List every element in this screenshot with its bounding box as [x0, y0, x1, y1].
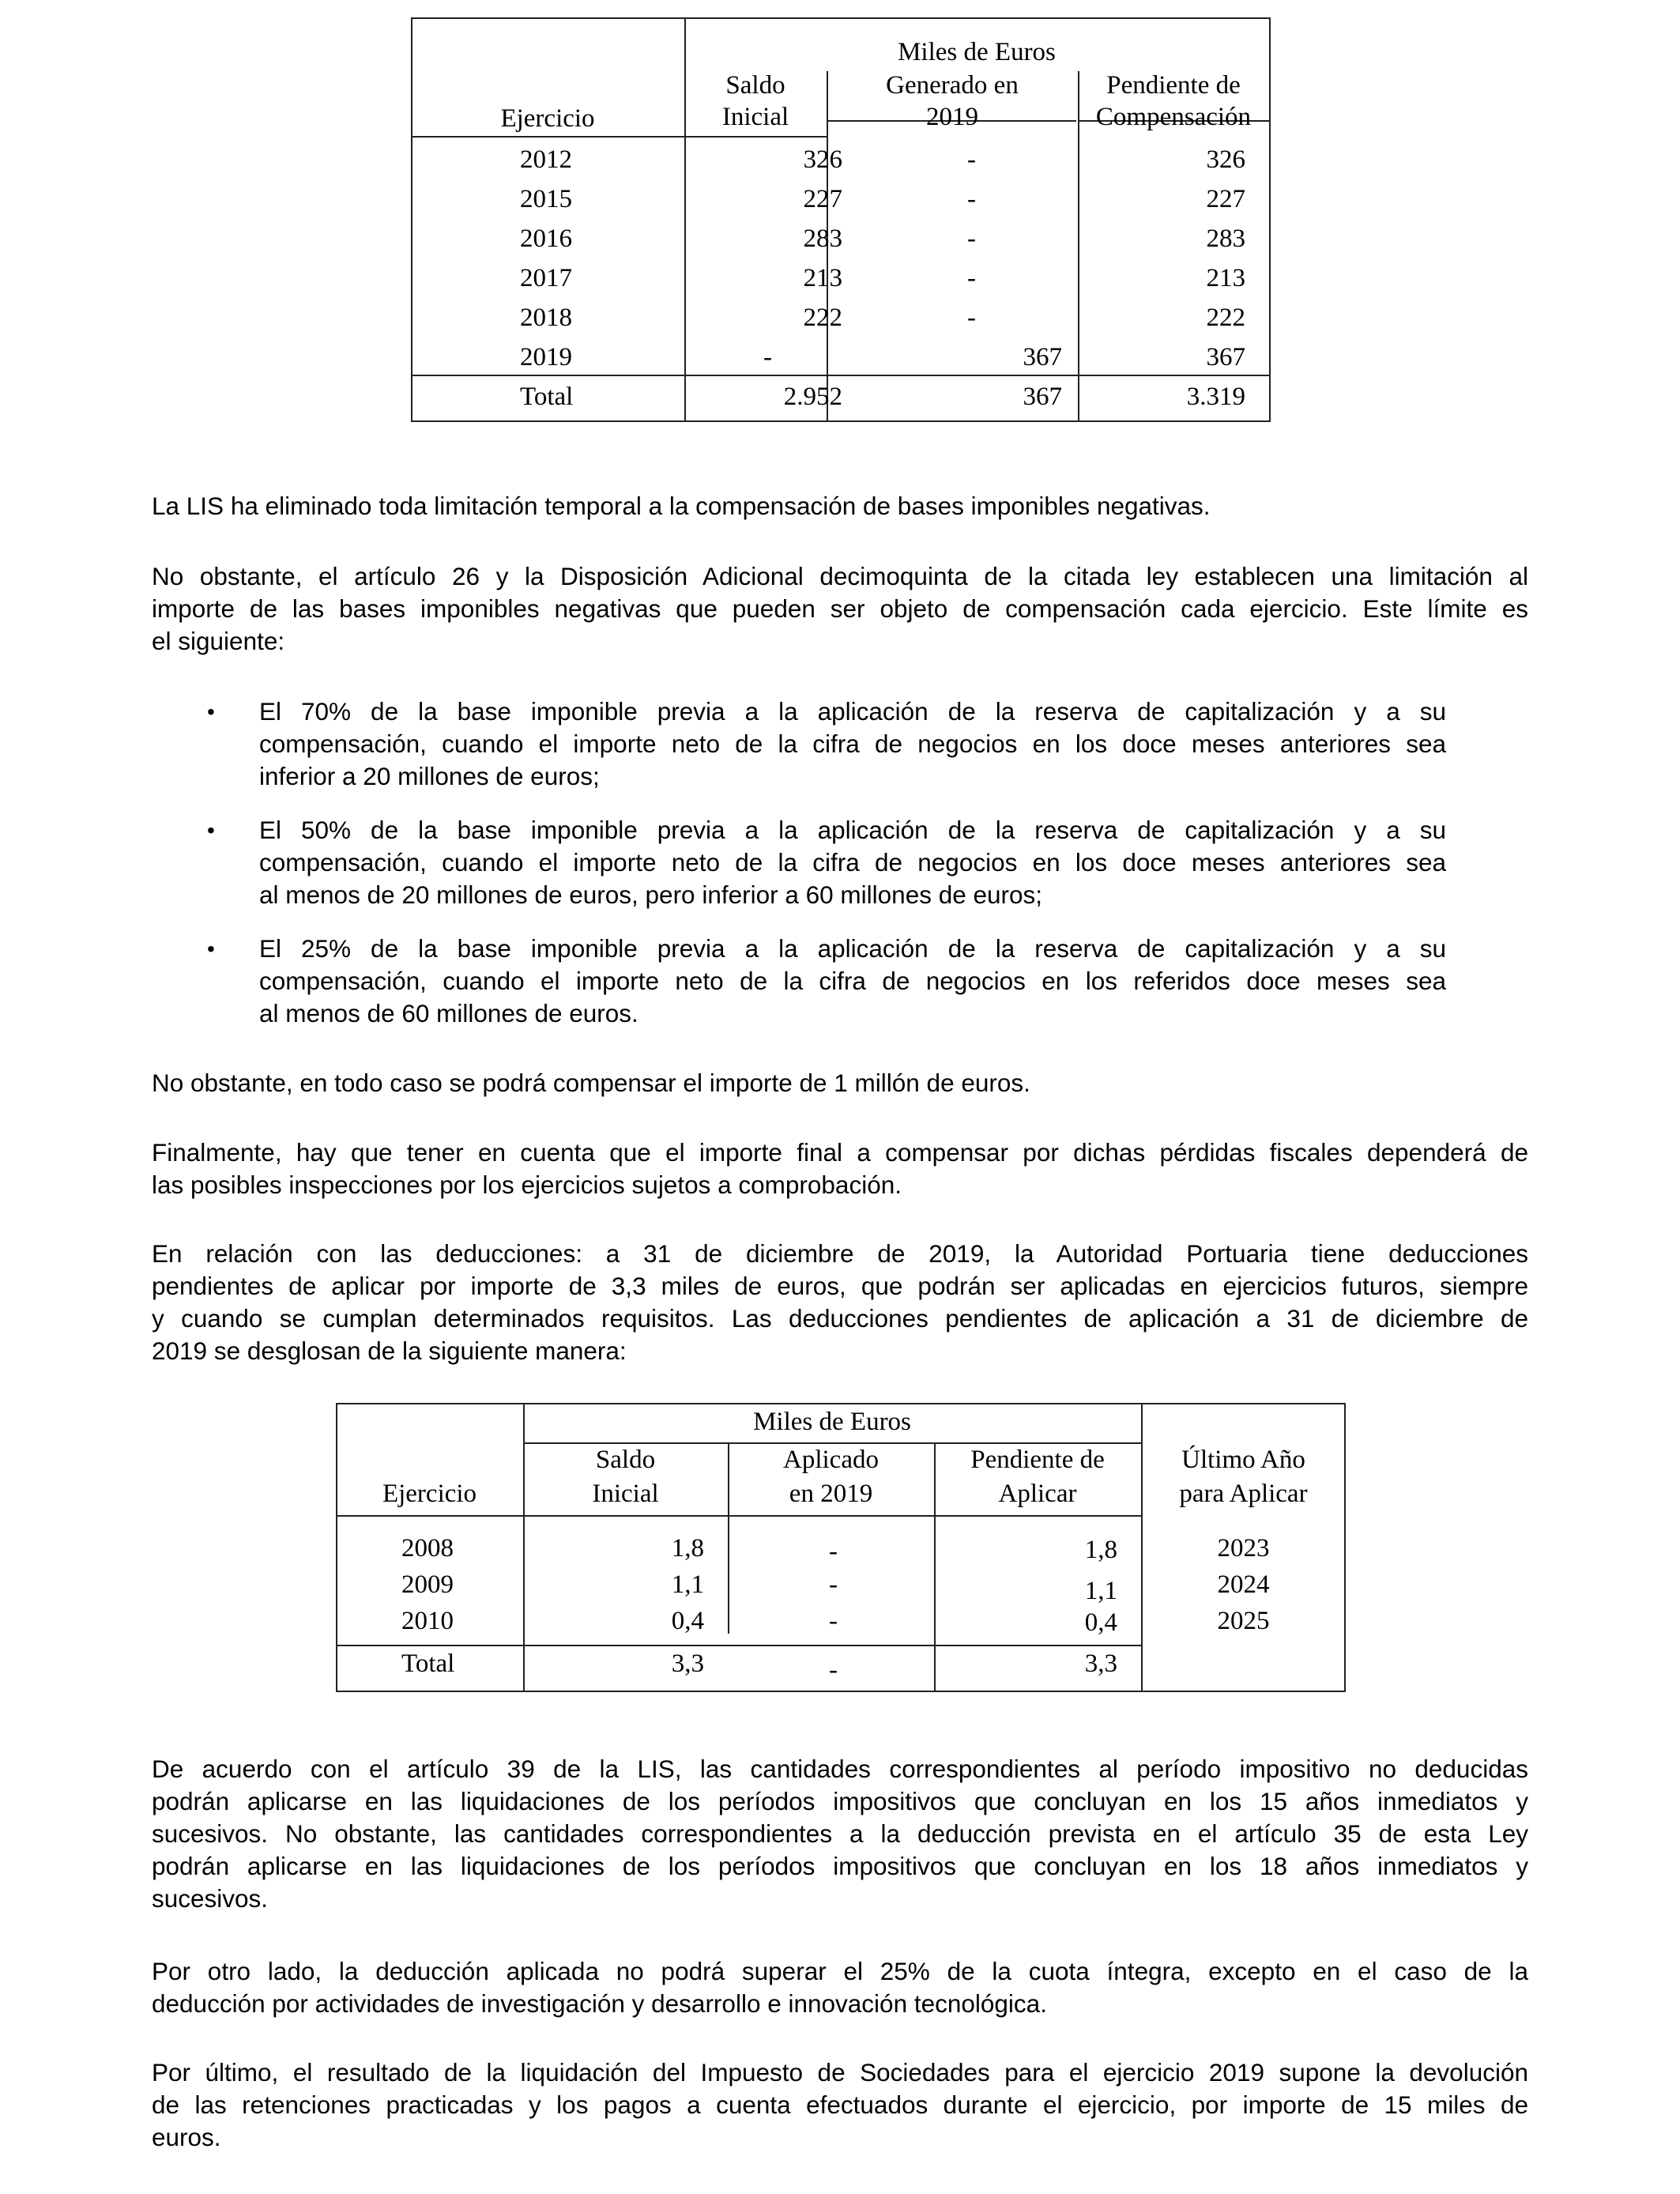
pendiente-cell: 367 — [1206, 343, 1245, 371]
saldo-cell: 283 — [803, 224, 842, 253]
text-line: las posibles inspecciones por los ejercicios sujetos a comprobación. — [152, 1171, 902, 1199]
text-line: El 70% de la base imponible previa a la aplicación de la reserva de capitalización y a su — [259, 697, 1446, 726]
total-row-divider — [411, 375, 1271, 376]
bullet-marker: • — [207, 818, 215, 843]
header-aplicado-line2: en 2019 — [789, 1480, 873, 1508]
text-line: euros. — [152, 2123, 221, 2151]
total-generado: 367 — [1023, 383, 1062, 411]
bullet-marker: • — [207, 937, 215, 961]
text-line: El 25% de la base imponible previa a la aplicación de la reserva de capitalización y a su — [259, 934, 1446, 963]
generado-cell: - — [967, 185, 976, 213]
pendiente-cell: 213 — [1206, 264, 1245, 292]
saldo-cell: 326 — [803, 145, 842, 174]
header-ejercicio: Ejercicio — [500, 104, 595, 133]
saldo-cell: 222 — [803, 303, 842, 332]
paragraph-articulo-26 — [152, 560, 1528, 658]
text-line: Finalmente, hay que tener en cuenta que el importe final a compensar por dichas pérdidas fiscales dependerá de — [152, 1138, 1528, 1167]
text-line: La LIS ha eliminado toda limitación temporal a la compensación de bases imponibles negativas. — [152, 492, 1211, 520]
pendiente-cell: 0,4 — [1084, 1608, 1117, 1637]
header-saldo-line2: Inicial — [592, 1480, 659, 1508]
text-line: El 50% de la base imponible previa a la aplicación de la reserva de capitalización y a su — [259, 816, 1446, 844]
bullet-item-50 — [259, 814, 1446, 911]
text-line: sucesivos. No obstante, las cantidades correspondientes a la deducción prevista en el artículo 35 de esta Ley — [152, 1819, 1528, 1848]
saldo-cell: 1,8 — [671, 1534, 704, 1563]
text-line: compensación, cuando el importe neto de la cifra de negocios en los doce meses anteriores sea — [259, 729, 1446, 758]
header-pendiente-line2: Aplicar — [998, 1480, 1077, 1508]
header-ultimo-line2: para Aplicar — [1179, 1480, 1308, 1508]
paragraph-deducciones — [152, 1238, 1528, 1367]
aplicado-cell: - — [829, 1607, 838, 1635]
year-cell: 2010 — [401, 1607, 454, 1635]
total-saldo: 2.952 — [783, 383, 842, 411]
generado-cell: - — [967, 224, 976, 253]
pendiente-cell: 227 — [1206, 185, 1245, 213]
text-line: No obstante, en todo caso se podrá compensar el importe de 1 millón de euros. — [152, 1069, 1030, 1097]
bullet-item-70 — [259, 696, 1446, 793]
aplicado-cell: - — [829, 1570, 838, 1599]
text-line: podrán aplicarse en las liquidaciones de los períodos impositivos que concluyan en los 18 años inmediatos y — [152, 1852, 1528, 1880]
ultimo-cell: 2023 — [1217, 1534, 1270, 1563]
year-cell: 2015 — [520, 185, 572, 213]
text-line: En relación con las deducciones: a 31 de diciembre de 2019, la Autoridad Portuaria tiene deducciones — [152, 1239, 1528, 1268]
paragraph-resultado-liquidacion — [152, 2056, 1528, 2154]
header-ejercicio: Ejercicio — [382, 1480, 477, 1508]
text-line: deducción por actividades de investigación y desarrollo e innovación tecnológica. — [152, 1989, 1047, 2018]
year-cell: 2012 — [520, 145, 572, 174]
text-line: De acuerdo con el artículo 39 de la LIS, las cantidades correspondientes al período impositivo no deducidas — [152, 1755, 1528, 1783]
year-cell: 2016 — [520, 224, 572, 253]
generado-cell: - — [967, 303, 976, 332]
tax-loss-carryforward-table — [411, 17, 1271, 422]
group-header: Miles de Euros — [898, 38, 1056, 66]
bullet-marker: • — [207, 699, 215, 724]
text-line: Por otro lado, la deducción aplicada no podrá superar el 25% de la cuota íntegra, excepto en el caso de la — [152, 1957, 1528, 1985]
saldo-cell: 227 — [803, 185, 842, 213]
ultimo-cell: 2025 — [1217, 1607, 1270, 1635]
header-saldo-line2: Inicial — [721, 103, 789, 131]
year-cell: 2018 — [520, 303, 572, 332]
pendiente-cell: 1,1 — [1084, 1577, 1117, 1605]
text-line: Por último, el resultado de la liquidación del Impuesto de Sociedades para el ejercicio 2019 supone la devolución — [152, 2058, 1528, 2087]
text-line: importe de las bases imponibles negativas que pueden ser objeto de compensación cada ejercicio. Este límite es — [152, 594, 1528, 623]
header-pendiente-line1: Pendiente de — [1106, 71, 1241, 100]
paragraph-1-millon — [152, 1067, 1528, 1099]
text-line: y cuando se cumplan determinados requisitos. Las deducciones pendientes de aplicación a 31 de diciembre de — [152, 1304, 1528, 1333]
pendiente-cell: 1,8 — [1084, 1536, 1117, 1564]
paragraph-articulo-39 — [152, 1753, 1528, 1915]
header-saldo-line1: Saldo — [725, 71, 785, 100]
text-line: de las retenciones practicadas y los pagos a cuenta efectuados durante el ejercicio, por importe de 15 miles de — [152, 2090, 1528, 2119]
generado-cell: 367 — [1023, 343, 1062, 371]
header-aplicado-line1: Aplicado — [783, 1446, 879, 1474]
header-generado-line2: 2019 — [926, 103, 978, 131]
total-pendiente: 3,3 — [1084, 1649, 1117, 1678]
saldo-cell: 1,1 — [671, 1570, 704, 1599]
total-saldo: 3,3 — [671, 1649, 704, 1678]
text-line: al menos de 20 millones de euros, pero inferior a 60 millones de euros; — [259, 880, 1043, 909]
text-line: compensación, cuando el importe neto de la cifra de negocios en los referidos doce meses sea — [259, 967, 1446, 995]
paragraph-finalmente — [152, 1137, 1528, 1201]
total-row-divider — [336, 1645, 1141, 1646]
header-ultimo-line1: Último Año — [1181, 1446, 1305, 1474]
generado-cell: - — [967, 145, 976, 174]
row-divider — [684, 136, 827, 138]
text-line: 2019 se desglosan de la siguiente manera: — [152, 1336, 627, 1365]
text-line: podrán aplicarse en las liquidaciones de los períodos impositivos que concluyan en los 15 años inmediatos y — [152, 1787, 1528, 1815]
total-label: Total — [401, 1649, 455, 1678]
total-label: Total — [520, 383, 574, 411]
group-header: Miles de Euros — [753, 1408, 911, 1436]
text-line: inferior a 20 millones de euros; — [259, 762, 600, 790]
header-saldo-line1: Saldo — [595, 1446, 656, 1474]
row-divider — [411, 136, 684, 138]
text-line: sucesivos. — [152, 1884, 269, 1913]
generado-cell: - — [967, 264, 976, 292]
saldo-cell: 0,4 — [671, 1607, 704, 1635]
text-line: No obstante, el artículo 26 y la Disposición Adicional decimoquinta de la citada ley establecen una limitación al — [152, 562, 1528, 590]
year-cell: 2009 — [401, 1570, 454, 1599]
paragraph-cuota-integra — [152, 1955, 1528, 2020]
pendiente-cell: 283 — [1206, 224, 1245, 253]
year-cell: 2019 — [520, 343, 572, 371]
pendiente-cell: 326 — [1206, 145, 1245, 174]
aplicado-cell: - — [829, 1537, 838, 1566]
total-pendiente: 3.319 — [1186, 383, 1245, 411]
text-line: al menos de 60 millones de euros. — [259, 999, 638, 1027]
pendiente-cell: 222 — [1206, 303, 1245, 332]
header-generado-line1: Generado en — [886, 71, 1019, 100]
text-line: compensación, cuando el importe neto de la cifra de negocios en los doce meses anteriores sea — [259, 848, 1446, 876]
text-line: el siguiente: — [152, 627, 285, 655]
deductions-table — [336, 1403, 1346, 1692]
total-aplicado: - — [829, 1656, 838, 1684]
saldo-cell: - — [763, 343, 772, 371]
bullet-item-25 — [259, 933, 1446, 1030]
header-pendiente-line1: Pendiente de — [970, 1446, 1105, 1474]
ultimo-cell: 2024 — [1217, 1570, 1270, 1599]
row-divider — [336, 1515, 1141, 1517]
saldo-cell: 213 — [803, 264, 842, 292]
paragraph-lis-limitation — [152, 490, 1528, 522]
text-line: pendientes de aplicar por importe de 3,3 miles de euros, que podrán ser aplicadas en ejercicios futuros, siempre — [152, 1272, 1528, 1300]
year-cell: 2017 — [520, 264, 572, 292]
header-pendiente-line2: Compensación — [1095, 103, 1252, 131]
year-cell: 2008 — [401, 1534, 454, 1563]
